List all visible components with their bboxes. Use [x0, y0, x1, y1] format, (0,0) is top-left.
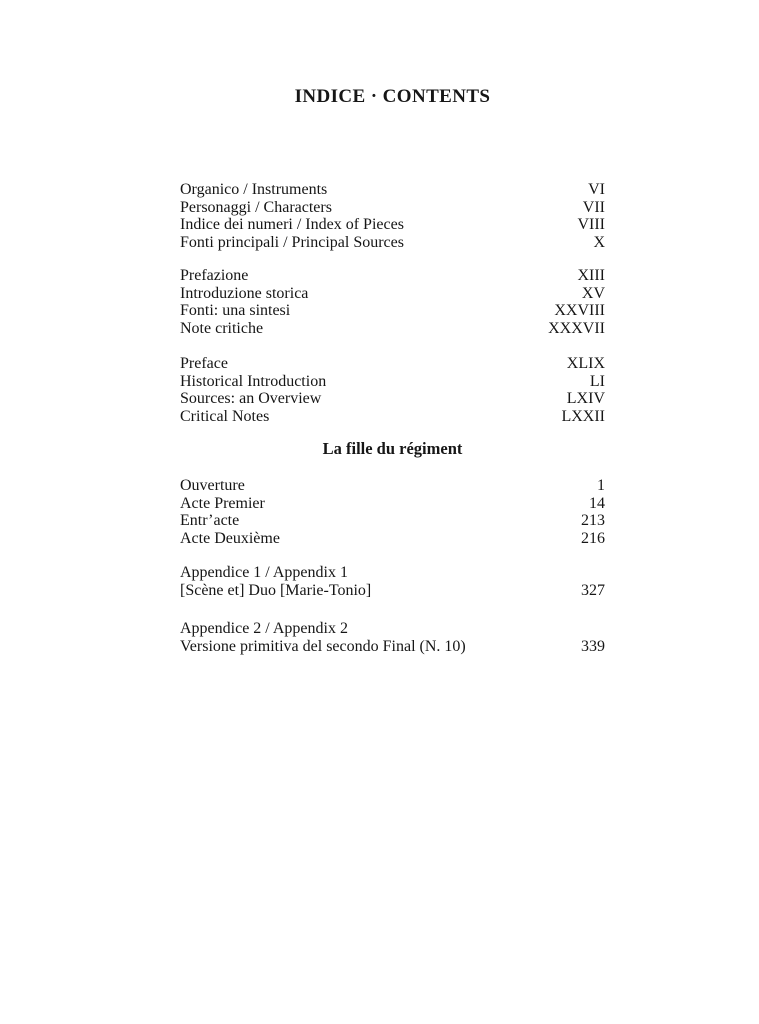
- toc-entry-label: Ouverture: [180, 477, 245, 494]
- toc-row: [180, 355, 605, 373]
- toc-entry-page: XXXVII: [548, 319, 605, 337]
- toc-entry-page: XV: [581, 284, 605, 302]
- toc-entry-page: XXVIII: [554, 302, 605, 319]
- work-entries-group: [180, 477, 605, 547]
- toc-row: [180, 267, 605, 285]
- toc-row: [180, 495, 605, 513]
- toc-entry-page: 213: [581, 512, 605, 529]
- toc-row: [180, 512, 605, 530]
- toc-entry-page: 1: [597, 477, 605, 494]
- toc-entry-label: Entr’acte: [180, 512, 240, 529]
- toc-row: [180, 181, 605, 199]
- front-matter-group-3: [180, 355, 605, 425]
- toc-row: [180, 285, 605, 303]
- toc-row: [180, 216, 605, 234]
- toc-row: [180, 530, 605, 548]
- work-heading: La fille du régiment: [322, 439, 463, 458]
- toc-entry-label: Historical Introduction: [180, 372, 327, 390]
- toc-entry-label: Personaggi / Characters: [180, 198, 332, 216]
- toc-entry-page: LXIV: [566, 390, 605, 407]
- toc-entry-label: Fonti: una sintesi: [180, 302, 291, 319]
- appendix-title: Appendice 1 / Appendix 1: [180, 564, 348, 581]
- toc-entry-page: 14: [589, 494, 605, 512]
- toc-row: [180, 638, 605, 656]
- toc-entry-label: Sources: an Overview: [180, 390, 322, 407]
- toc-entry-page: 339: [581, 637, 605, 655]
- toc-entry-label: Fonti principali / Principal Sources: [180, 233, 404, 251]
- toc-row: [180, 373, 605, 391]
- toc-entry-page: VIII: [577, 216, 605, 233]
- toc-entry-page: LI: [589, 372, 605, 390]
- front-matter-group-2: [180, 267, 605, 337]
- appendix-2-group: [180, 620, 605, 655]
- toc-row: [180, 390, 605, 408]
- toc-entry-page: 327: [581, 581, 605, 599]
- page-title: INDICE · CONTENTS: [294, 86, 491, 107]
- appendix-title: Appendice 2 / Appendix 2: [180, 620, 348, 637]
- toc-entry-page: XIII: [577, 267, 605, 284]
- toc-row: [180, 199, 605, 217]
- toc-entry-page: VI: [588, 181, 605, 198]
- toc-entry-label: Prefazione: [180, 267, 249, 284]
- toc-row: [180, 477, 605, 495]
- toc-entry-page: X: [593, 233, 605, 251]
- toc-row: [180, 234, 605, 252]
- toc-entry-label: Preface: [180, 355, 228, 372]
- toc-entry-page: LXXII: [561, 407, 605, 425]
- toc-entry-label: Note critiche: [180, 319, 264, 337]
- toc-entry-label: Introduzione storica: [180, 284, 309, 302]
- toc-entry-label: Indice dei numeri / Index of Pieces: [180, 216, 404, 233]
- toc-entry-page: VII: [582, 198, 605, 216]
- toc-entry-label: Organico / Instruments: [180, 181, 328, 198]
- toc-row: [180, 320, 605, 338]
- toc-row: [180, 582, 605, 600]
- toc-entry-label: Acte Deuxième: [180, 529, 280, 547]
- appendix-1-group: [180, 564, 605, 599]
- front-matter-group-1: [180, 181, 605, 251]
- toc-entry-page: XLIX: [566, 355, 605, 372]
- toc-entry-page: 216: [581, 529, 605, 547]
- toc-entry-label: [Scène et] Duo [Marie-Tonio]: [180, 581, 372, 599]
- toc-entry-label: Critical Notes: [180, 407, 270, 425]
- toc-entry-label: Versione primitiva del secondo Final (N. 10): [180, 637, 466, 655]
- toc-row: [180, 302, 605, 320]
- toc-entry-label: Acte Premier: [180, 494, 265, 512]
- toc-row: [180, 408, 605, 426]
